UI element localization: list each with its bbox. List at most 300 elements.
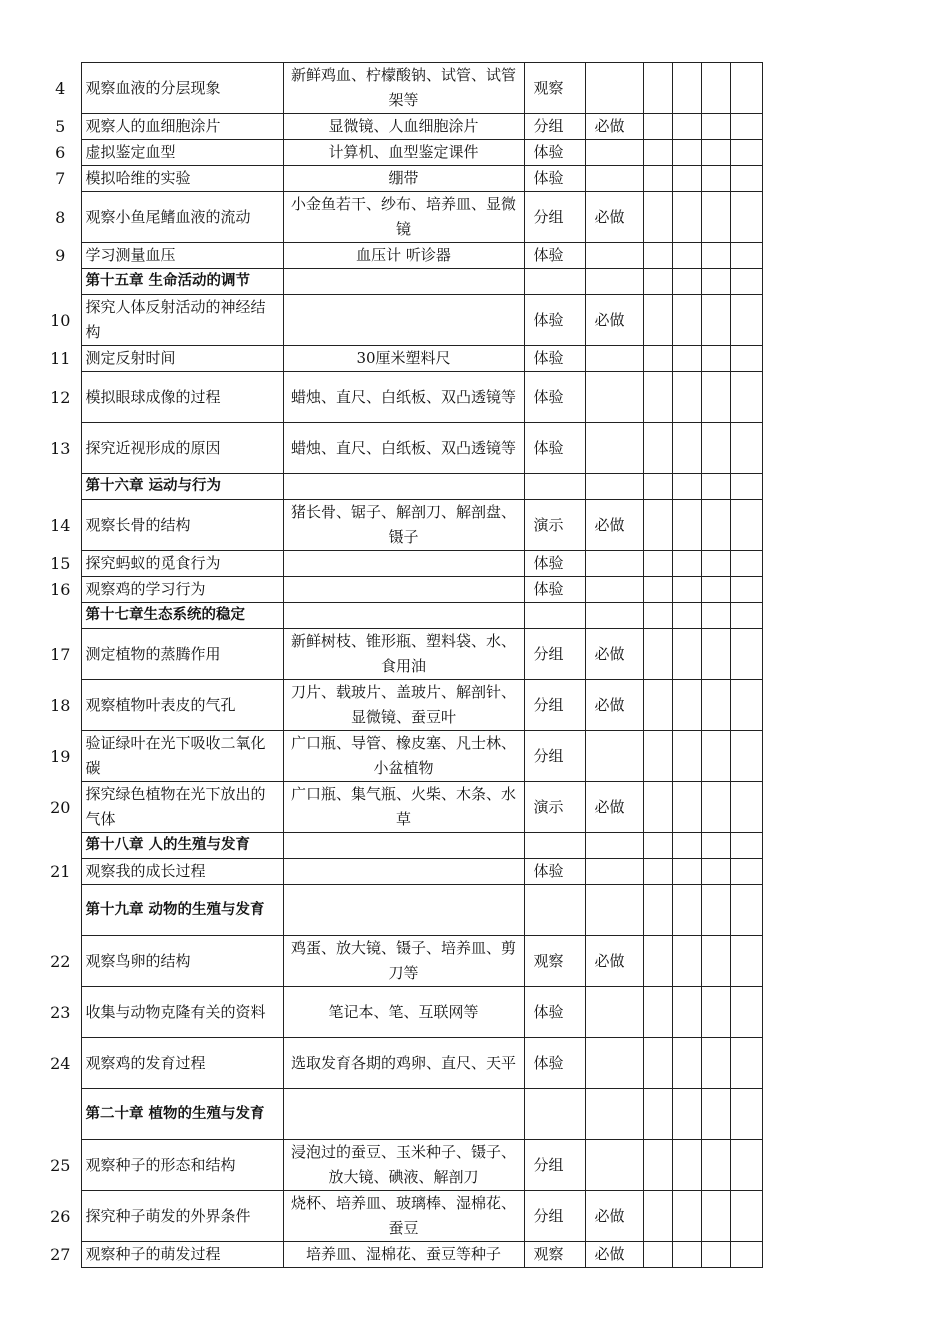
materials-cell: 显微镜、人血细胞涂片: [283, 114, 524, 140]
check-cell: [730, 295, 762, 346]
row-number: 10: [50, 310, 71, 330]
required-cell: [585, 833, 643, 859]
type-cell: 分组: [524, 1140, 585, 1191]
check-cell: [643, 936, 672, 987]
check-cell: [643, 629, 672, 680]
row-number: [40, 833, 81, 859]
row-number: 23: [50, 1002, 71, 1022]
row-number: 9: [55, 246, 66, 265]
materials-cell: 刀片、载玻片、盖玻片、解剖针、显微镜、蚕豆叶: [283, 680, 524, 731]
check-cell: [643, 1242, 672, 1268]
experiment-name: 模拟眼球成像的过程: [81, 372, 283, 423]
row-number: 15: [50, 554, 71, 573]
experiment-name: 探究人体反射活动的神经结构: [81, 295, 283, 346]
table-row: [40, 936, 762, 987]
type-cell: [524, 833, 585, 859]
materials-cell: 30厘米塑料尺: [283, 346, 524, 372]
table-row: [40, 987, 762, 1038]
materials-cell: 蜡烛、直尺、白纸板、双凸透镜等: [283, 372, 524, 423]
check-cell: [672, 269, 701, 295]
required-cell: 必做: [585, 192, 643, 243]
row-number: 24: [50, 1053, 71, 1073]
experiment-name: 观察鸡的学习行为: [81, 577, 283, 603]
check-cell: [672, 885, 701, 936]
experiment-table: [40, 62, 763, 1268]
experiment-name: 探究蚂蚁的觅食行为: [81, 551, 283, 577]
experiment-name: 探究种子萌发的外界条件: [81, 1191, 283, 1242]
materials-cell: 新鲜树枝、锥形瓶、塑料袋、水、食用油: [283, 629, 524, 680]
check-cell: [643, 166, 672, 192]
type-cell: 体验: [524, 372, 585, 423]
experiment-name: 观察人的血细胞涂片: [81, 114, 283, 140]
chapter-row: [40, 603, 762, 629]
check-cell: [730, 1242, 762, 1268]
check-cell: [672, 1038, 701, 1089]
check-cell: [643, 859, 672, 885]
type-cell: [524, 474, 585, 500]
row-number: 4: [55, 78, 66, 98]
check-cell: [643, 833, 672, 859]
check-cell: [730, 987, 762, 1038]
required-cell: [585, 1089, 643, 1140]
check-cell: [730, 551, 762, 577]
type-cell: 体验: [524, 166, 585, 192]
experiment-name: 观察种子的形态和结构: [81, 1140, 283, 1191]
type-cell: 体验: [524, 140, 585, 166]
materials-cell: [283, 577, 524, 603]
required-cell: [585, 140, 643, 166]
check-cell: [672, 987, 701, 1038]
materials-cell: 培养皿、湿棉花、蚕豆等种子: [283, 1242, 524, 1268]
check-cell: [701, 833, 730, 859]
check-cell: [643, 551, 672, 577]
experiment-name: 探究绿色植物在光下放出的气体: [81, 782, 283, 833]
check-cell: [672, 423, 701, 474]
type-cell: 体验: [524, 243, 585, 269]
experiment-name: 验证绿叶在光下吸收二氧化碳: [81, 731, 283, 782]
required-cell: [585, 474, 643, 500]
materials-cell: [283, 885, 524, 936]
experiment-name: 收集与动物克隆有关的资料: [81, 987, 283, 1038]
check-cell: [730, 1140, 762, 1191]
row-number: 14: [50, 515, 71, 535]
check-cell: [730, 140, 762, 166]
materials-cell: 广口瓶、导管、橡皮塞、凡士林、小盆植物: [283, 731, 524, 782]
required-cell: 必做: [585, 295, 643, 346]
row-number: 17: [50, 644, 71, 664]
row-number: [40, 1089, 81, 1140]
experiment-name: 学习测量血压: [81, 243, 283, 269]
materials-cell: 新鲜鸡血、柠檬酸钠、试管、试管架等: [283, 63, 524, 114]
materials-cell: 血压计 听诊器: [283, 243, 524, 269]
check-cell: [701, 500, 730, 551]
check-cell: [701, 295, 730, 346]
required-cell: [585, 269, 643, 295]
check-cell: [643, 423, 672, 474]
type-cell: [524, 269, 585, 295]
row-number: 27: [50, 1245, 71, 1264]
check-cell: [672, 833, 701, 859]
check-cell: [672, 166, 701, 192]
check-cell: [643, 1038, 672, 1089]
check-cell: [643, 1089, 672, 1140]
table-row: [40, 1242, 762, 1268]
check-cell: [643, 243, 672, 269]
check-cell: [730, 166, 762, 192]
check-cell: [672, 140, 701, 166]
type-cell: 体验: [524, 577, 585, 603]
table-row: [40, 243, 762, 269]
check-cell: [672, 192, 701, 243]
row-number: 18: [50, 695, 71, 715]
row-number: 25: [50, 1155, 71, 1175]
experiment-name: 探究近视形成的原因: [81, 423, 283, 474]
check-cell: [701, 782, 730, 833]
type-cell: 分组: [524, 629, 585, 680]
materials-cell: 广口瓶、集气瓶、火柴、木条、水草: [283, 782, 524, 833]
type-cell: 分组: [524, 731, 585, 782]
check-cell: [701, 346, 730, 372]
materials-cell: [283, 603, 524, 629]
check-cell: [730, 782, 762, 833]
chapter-row: [40, 833, 762, 859]
materials-cell: 烧杯、培养皿、玻璃棒、湿棉花、蚕豆: [283, 1191, 524, 1242]
required-cell: [585, 423, 643, 474]
chapter-title: 第十九章 动物的生殖与发育: [81, 885, 283, 936]
check-cell: [672, 936, 701, 987]
check-cell: [643, 114, 672, 140]
table-row: [40, 500, 762, 551]
type-cell: 体验: [524, 346, 585, 372]
table-row: [40, 680, 762, 731]
required-cell: 必做: [585, 629, 643, 680]
row-number: 16: [50, 580, 71, 599]
experiment-list-sheet: [40, 62, 763, 1268]
check-cell: [701, 680, 730, 731]
required-cell: 必做: [585, 936, 643, 987]
type-cell: 观察: [524, 63, 585, 114]
type-cell: 演示: [524, 500, 585, 551]
type-cell: 体验: [524, 987, 585, 1038]
required-cell: 必做: [585, 114, 643, 140]
check-cell: [701, 551, 730, 577]
experiment-name: 观察血液的分层现象: [81, 63, 283, 114]
check-cell: [701, 1140, 730, 1191]
check-cell: [672, 243, 701, 269]
check-cell: [672, 1140, 701, 1191]
check-cell: [643, 63, 672, 114]
check-cell: [730, 731, 762, 782]
check-cell: [643, 1191, 672, 1242]
check-cell: [730, 500, 762, 551]
check-cell: [730, 936, 762, 987]
check-cell: [701, 243, 730, 269]
required-cell: [585, 1038, 643, 1089]
check-cell: [701, 603, 730, 629]
required-cell: 必做: [585, 1242, 643, 1268]
check-cell: [643, 680, 672, 731]
chapter-row: [40, 1089, 762, 1140]
check-cell: [730, 423, 762, 474]
check-cell: [672, 500, 701, 551]
experiment-name: 观察长骨的结构: [81, 500, 283, 551]
required-cell: [585, 166, 643, 192]
materials-cell: [283, 295, 524, 346]
check-cell: [701, 192, 730, 243]
check-cell: [643, 885, 672, 936]
chapter-row: [40, 474, 762, 500]
table-row: [40, 63, 762, 114]
check-cell: [701, 1242, 730, 1268]
check-cell: [701, 577, 730, 603]
check-cell: [701, 63, 730, 114]
row-number: 11: [50, 349, 71, 368]
type-cell: [524, 1089, 585, 1140]
required-cell: [585, 859, 643, 885]
check-cell: [643, 372, 672, 423]
materials-cell: 计算机、血型鉴定课件: [283, 140, 524, 166]
type-cell: 观察: [524, 936, 585, 987]
check-cell: [643, 1140, 672, 1191]
experiment-name: 测定植物的蒸腾作用: [81, 629, 283, 680]
row-number: 20: [50, 797, 71, 817]
type-cell: [524, 885, 585, 936]
chapter-title: 第十八章 人的生殖与发育: [81, 833, 283, 859]
check-cell: [643, 346, 672, 372]
table-row: [40, 629, 762, 680]
chapter-title: 第十七章生态系统的稳定: [81, 603, 283, 629]
check-cell: [701, 372, 730, 423]
type-cell: 分组: [524, 1191, 585, 1242]
materials-cell: 鸡蛋、放大镜、镊子、培养皿、剪刀等: [283, 936, 524, 987]
check-cell: [672, 731, 701, 782]
required-cell: [585, 63, 643, 114]
check-cell: [643, 269, 672, 295]
check-cell: [730, 859, 762, 885]
check-cell: [730, 1038, 762, 1089]
check-cell: [672, 346, 701, 372]
check-cell: [672, 114, 701, 140]
check-cell: [701, 1038, 730, 1089]
materials-cell: 浸泡过的蚕豆、玉米种子、镊子、放大镜、碘液、解剖刀: [283, 1140, 524, 1191]
check-cell: [730, 474, 762, 500]
row-number: 7: [55, 169, 66, 188]
check-cell: [701, 936, 730, 987]
required-cell: 必做: [585, 782, 643, 833]
table-row: [40, 551, 762, 577]
check-cell: [672, 603, 701, 629]
materials-cell: 选取发育各期的鸡卵、直尺、天平: [283, 1038, 524, 1089]
check-cell: [672, 474, 701, 500]
table-row: [40, 1191, 762, 1242]
check-cell: [730, 629, 762, 680]
check-cell: [701, 166, 730, 192]
check-cell: [701, 423, 730, 474]
experiment-name: 观察我的成长过程: [81, 859, 283, 885]
check-cell: [730, 63, 762, 114]
row-number: 6: [55, 143, 66, 162]
materials-cell: [283, 474, 524, 500]
type-cell: 体验: [524, 1038, 585, 1089]
materials-cell: [283, 269, 524, 295]
row-number: [40, 885, 81, 936]
check-cell: [672, 680, 701, 731]
type-cell: 分组: [524, 192, 585, 243]
check-cell: [701, 114, 730, 140]
materials-cell: 笔记本、笔、互联网等: [283, 987, 524, 1038]
check-cell: [701, 140, 730, 166]
materials-cell: 猪长骨、锯子、解剖刀、解剖盘、镊子: [283, 500, 524, 551]
type-cell: 分组: [524, 680, 585, 731]
required-cell: [585, 243, 643, 269]
required-cell: 必做: [585, 1191, 643, 1242]
check-cell: [701, 987, 730, 1038]
check-cell: [730, 885, 762, 936]
check-cell: [672, 577, 701, 603]
check-cell: [643, 192, 672, 243]
type-cell: 体验: [524, 295, 585, 346]
materials-cell: [283, 1089, 524, 1140]
chapter-title: 第二十章 植物的生殖与发育: [81, 1089, 283, 1140]
table-row: [40, 192, 762, 243]
check-cell: [730, 243, 762, 269]
check-cell: [643, 500, 672, 551]
required-cell: [585, 346, 643, 372]
required-cell: [585, 372, 643, 423]
check-cell: [643, 782, 672, 833]
materials-cell: [283, 833, 524, 859]
experiment-name: 测定反射时间: [81, 346, 283, 372]
check-cell: [730, 1191, 762, 1242]
required-cell: [585, 987, 643, 1038]
required-cell: 必做: [585, 500, 643, 551]
check-cell: [643, 603, 672, 629]
check-cell: [672, 1242, 701, 1268]
check-cell: [701, 629, 730, 680]
chapter-title: 第十六章 运动与行为: [81, 474, 283, 500]
materials-cell: 蜡烛、直尺、白纸板、双凸透镜等: [283, 423, 524, 474]
row-number: 22: [50, 951, 71, 971]
row-number: [40, 474, 81, 500]
row-number: [40, 603, 81, 629]
row-number: 12: [50, 387, 71, 407]
check-cell: [643, 474, 672, 500]
table-row: [40, 859, 762, 885]
required-cell: [585, 731, 643, 782]
row-number: 8: [55, 207, 66, 227]
materials-cell: [283, 859, 524, 885]
check-cell: [672, 629, 701, 680]
materials-cell: 小金鱼若干、纱布、培养皿、显微镜: [283, 192, 524, 243]
table-row: [40, 1038, 762, 1089]
type-cell: 观察: [524, 1242, 585, 1268]
row-number: 21: [50, 862, 71, 881]
check-cell: [672, 1191, 701, 1242]
experiment-name: 观察植物叶表皮的气孔: [81, 680, 283, 731]
check-cell: [730, 680, 762, 731]
check-cell: [730, 192, 762, 243]
check-cell: [701, 885, 730, 936]
table-row: [40, 577, 762, 603]
table-row: [40, 166, 762, 192]
type-cell: 分组: [524, 114, 585, 140]
type-cell: 体验: [524, 423, 585, 474]
table-row: [40, 114, 762, 140]
experiment-name: 观察鸟卵的结构: [81, 936, 283, 987]
check-cell: [672, 782, 701, 833]
row-number: 5: [55, 117, 66, 136]
check-cell: [701, 731, 730, 782]
check-cell: [730, 833, 762, 859]
chapter-row: [40, 885, 762, 936]
row-number: [40, 269, 81, 295]
row-number: 19: [50, 746, 71, 766]
check-cell: [672, 63, 701, 114]
chapter-title: 第十五章 生命活动的调节: [81, 269, 283, 295]
check-cell: [730, 1089, 762, 1140]
table-row: [40, 782, 762, 833]
check-cell: [672, 372, 701, 423]
check-cell: [730, 603, 762, 629]
required-cell: [585, 885, 643, 936]
table-row: [40, 1140, 762, 1191]
experiment-name: 观察鸡的发育过程: [81, 1038, 283, 1089]
check-cell: [730, 372, 762, 423]
check-cell: [701, 474, 730, 500]
required-cell: [585, 1140, 643, 1191]
required-cell: [585, 577, 643, 603]
table-row: [40, 346, 762, 372]
row-number: 13: [50, 438, 71, 458]
materials-cell: 绷带: [283, 166, 524, 192]
table-row: [40, 295, 762, 346]
experiment-name: 模拟哈维的实验: [81, 166, 283, 192]
check-cell: [643, 295, 672, 346]
check-cell: [701, 1089, 730, 1140]
table-row: [40, 731, 762, 782]
type-cell: 体验: [524, 551, 585, 577]
check-cell: [672, 551, 701, 577]
check-cell: [672, 859, 701, 885]
row-number: 26: [50, 1206, 71, 1226]
chapter-row: [40, 269, 762, 295]
table-row: [40, 423, 762, 474]
check-cell: [730, 346, 762, 372]
check-cell: [701, 1191, 730, 1242]
experiment-name: 虚拟鉴定血型: [81, 140, 283, 166]
table-row: [40, 372, 762, 423]
experiment-name: 观察小鱼尾鳍血液的流动: [81, 192, 283, 243]
check-cell: [643, 987, 672, 1038]
type-cell: 体验: [524, 859, 585, 885]
check-cell: [730, 114, 762, 140]
required-cell: [585, 551, 643, 577]
required-cell: 必做: [585, 680, 643, 731]
check-cell: [643, 577, 672, 603]
check-cell: [643, 140, 672, 166]
check-cell: [730, 269, 762, 295]
check-cell: [730, 577, 762, 603]
type-cell: [524, 603, 585, 629]
materials-cell: [283, 551, 524, 577]
table-row: [40, 140, 762, 166]
check-cell: [701, 859, 730, 885]
required-cell: [585, 603, 643, 629]
check-cell: [643, 731, 672, 782]
check-cell: [672, 1089, 701, 1140]
type-cell: 演示: [524, 782, 585, 833]
check-cell: [701, 269, 730, 295]
